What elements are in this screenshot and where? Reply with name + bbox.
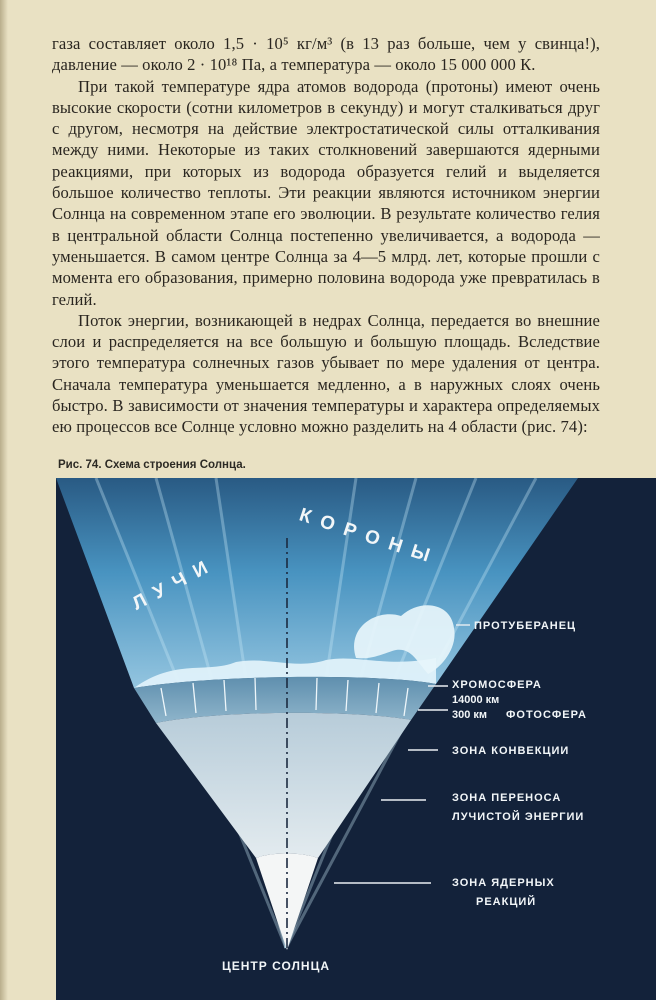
sun-structure-labels — [56, 478, 656, 1000]
corona-label-left: ЛУЧИ — [129, 552, 221, 615]
core-label-2: РЕАКЦИЙ — [476, 896, 537, 908]
paragraph-3: Поток энергии, возникающей в недрах Солнца, передается во внешние слои и распределяется на все большую и большую площадь. Вследствие этого температура солнечных газов убывает по мере удаления от центра. Сначала температура уменьшается медленно, а в наружных слоях очень быстро. В зависимости от значения температуры и характера определяемых ею процессов все Солнце условно можно разделить на 4 области (рис. 74): — [52, 310, 600, 437]
photosphere-label: ФОТОСФЕРА — [506, 709, 587, 721]
chromosphere-thickness: 14000 км — [452, 694, 500, 706]
convection-label: ЗОНА КОНВЕКЦИИ — [452, 745, 570, 757]
paragraph-2: При такой температуре ядра атомов водорода (протоны) имеют очень высокие скорости (сотни километров в секунду) и могут сталкиваться друг с другом, несмотря на действие электростатической силы отталкивания между ними. Некоторые из таких столкновений завершаются ядерными реакциями, при которых из водорода образуется гелий и выделяется большое количество теплоты. Эти реакции являются источником энергии Солнца на современном этапе его эволюции. В результате количество гелия в центральной области Солнца постепенно увеличивается, а водорода — уменьшается. В самом центре Солнца за 4—5 млрд. лет, которые прошли с момента его образования, примерно половина водорода уже превратилась в гелий. — [52, 76, 600, 309]
chromosphere-label: ХРОМОСФЕРА — [452, 679, 542, 691]
radiative-label-1: ЗОНА ПЕРЕНОСА — [452, 792, 562, 804]
corona-label-right: КОРОНЫ — [296, 504, 442, 570]
prominence-label: ПРОТУБЕРАНЕЦ — [474, 620, 577, 632]
radiative-label-2: ЛУЧИСТОЙ ЭНЕРГИИ — [452, 811, 585, 823]
page-edge — [0, 0, 8, 1000]
figure-caption: Рис. 74. Схема строения Солнца. — [58, 459, 246, 471]
sun-structure-figure — [56, 478, 656, 1000]
paragraph-1: газа составляет около 1,5 · 10⁵ кг/м³ (в 13 раз больше, чем у свинца!), давление — около 2 · 10¹⁸ Па, а температура — около 15 000 000 К. — [52, 34, 600, 75]
core-label-1: ЗОНА ЯДЕРНЫХ — [452, 877, 555, 889]
body-text — [52, 33, 600, 438]
photosphere-thickness: 300 км — [452, 709, 488, 721]
sun-center-label: ЦЕНТР СОЛНЦА — [222, 959, 331, 973]
